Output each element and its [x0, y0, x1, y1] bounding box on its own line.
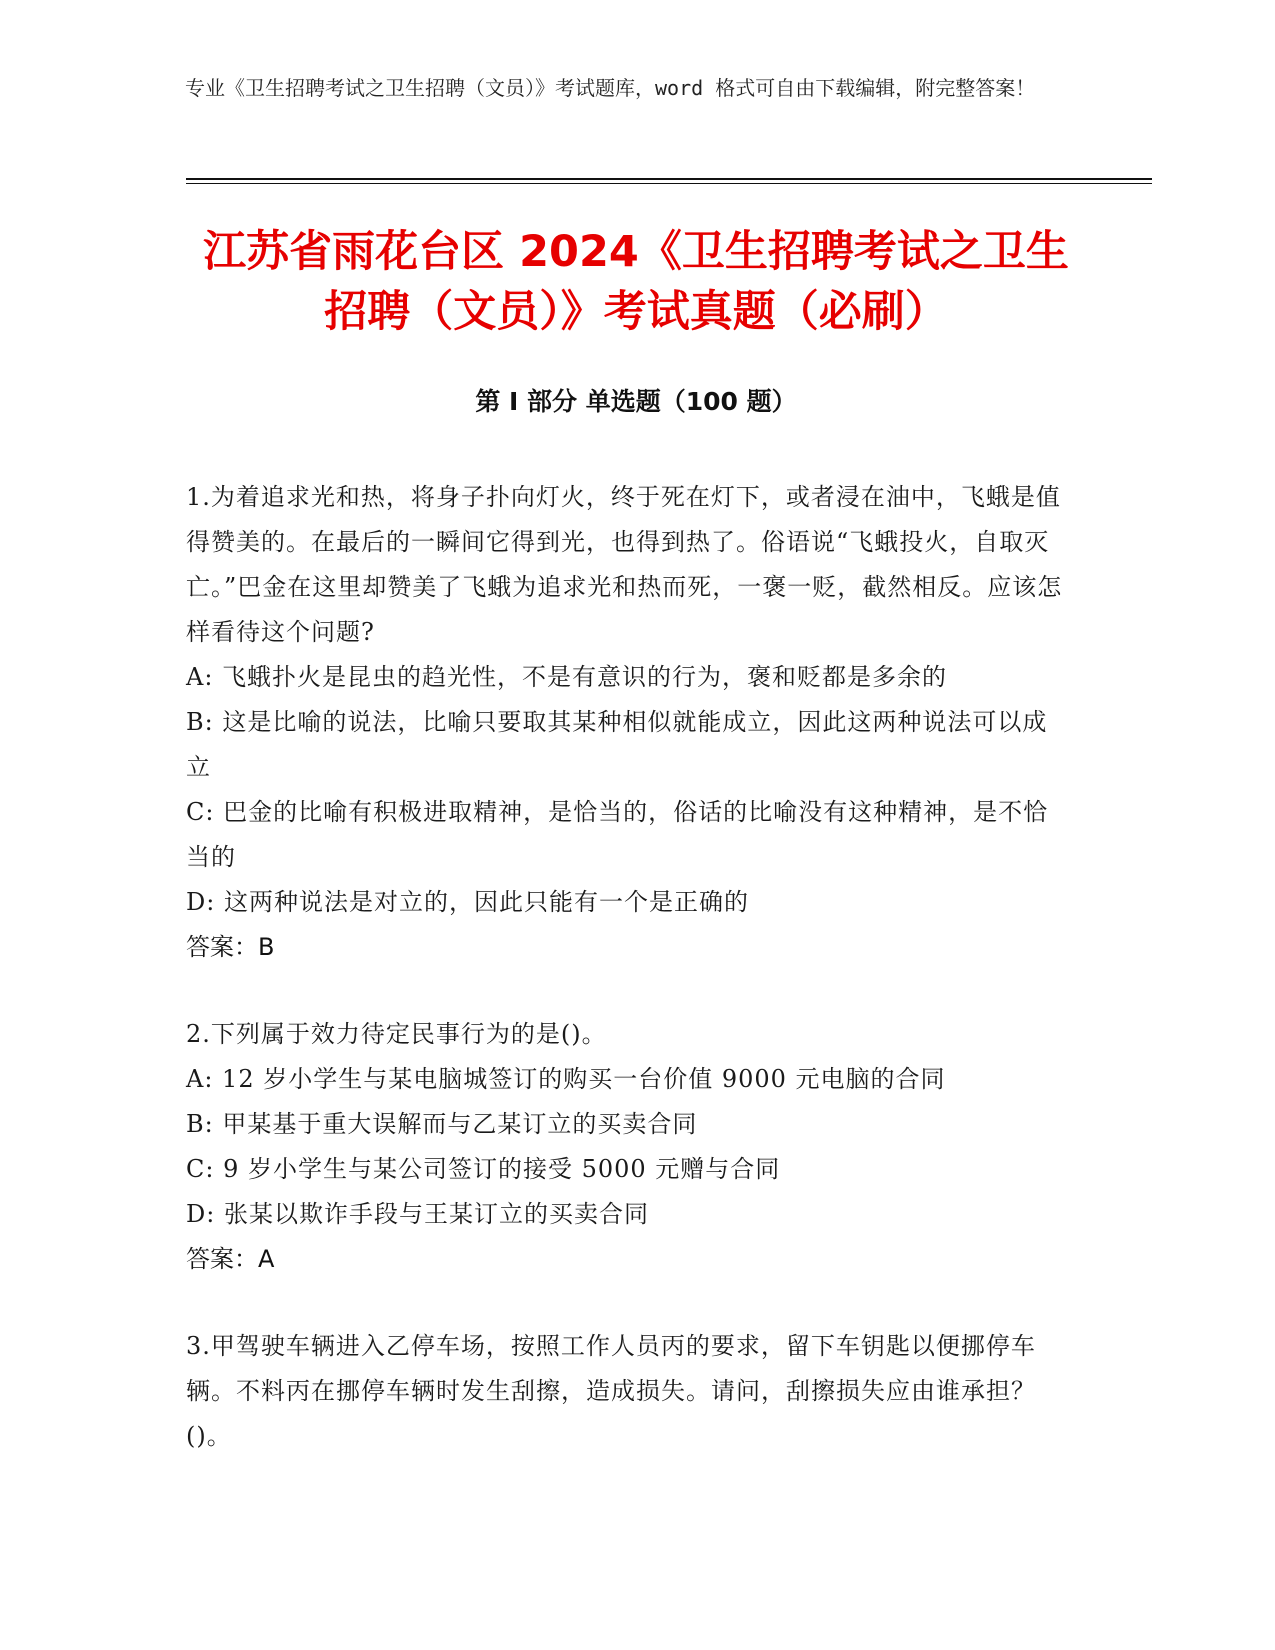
header-divider-thin [186, 183, 1152, 184]
section-heading: 第 I 部分 单选题（100 题） [475, 387, 797, 416]
option-d: D: 张某以欺诈手段与王某订立的买卖合同 [186, 1200, 649, 1228]
option-b: B: 这是比喻的说法，比喻只要取其某种相似就能成立，因此这两种说法可以成立 [186, 708, 1048, 781]
option-a: A: 12 岁小学生与某电脑城签订的购买一台价值 9000 元电脑的合同 [186, 1065, 946, 1093]
answer: 答案：B [186, 933, 275, 961]
option-c: C: 9 岁小学生与某公司签订的接受 5000 元赠与合同 [186, 1155, 781, 1183]
question-2 [186, 1012, 1066, 1282]
question-list [186, 475, 1066, 1501]
option-d: D: 这两种说法是对立的，因此只能有一个是正确的 [186, 888, 749, 916]
option-a: A: 飞蛾扑火是昆虫的趋光性，不是有意识的行为，褒和贬都是多余的 [186, 663, 948, 691]
document-title: 江苏省雨花台区 2024《卫生招聘考试之卫生招聘（文员）》考试真题（必刷） [203, 227, 1069, 337]
question-text: 3.甲驾驶车辆进入乙停车场，按照工作人员丙的要求，留下车钥匙以便挪停车辆。不料丙在挪停车辆时发生刮擦，造成损失。请问，刮擦损失应由谁承担？()。 [186, 1332, 1036, 1450]
header-divider-thick [186, 178, 1152, 180]
question-text: 2.下列属于效力待定民事行为的是()。 [186, 1020, 607, 1048]
question-1 [186, 475, 1066, 970]
question-text: 1.为着追求光和热，将身子扑向灯火，终于死在灯下，或者浸在油中，飞蛾是值得赞美的。在最后的一瞬间它得到光，也得到热了。俗语说“飞蛾投火，自取灭亡。”巴金在这里却赞美了飞蛾为追求光和热而死，一褒一贬，截然相反。应该怎样看待这个问题? [186, 483, 1063, 646]
option-b: B: 甲某基于重大误解而与乙某订立的买卖合同 [186, 1110, 698, 1138]
question-3 [186, 1324, 1066, 1459]
answer: 答案：A [186, 1245, 275, 1273]
option-c: C: 巴金的比喻有积极进取精神，是恰当的，俗话的比喻没有这种精神，是不恰当的 [186, 798, 1049, 871]
header-note: 专业《卫生招聘考试之卫生招聘（文员）》考试题库，word 格式可自由下载编辑，附完整答案！ [185, 76, 1036, 100]
